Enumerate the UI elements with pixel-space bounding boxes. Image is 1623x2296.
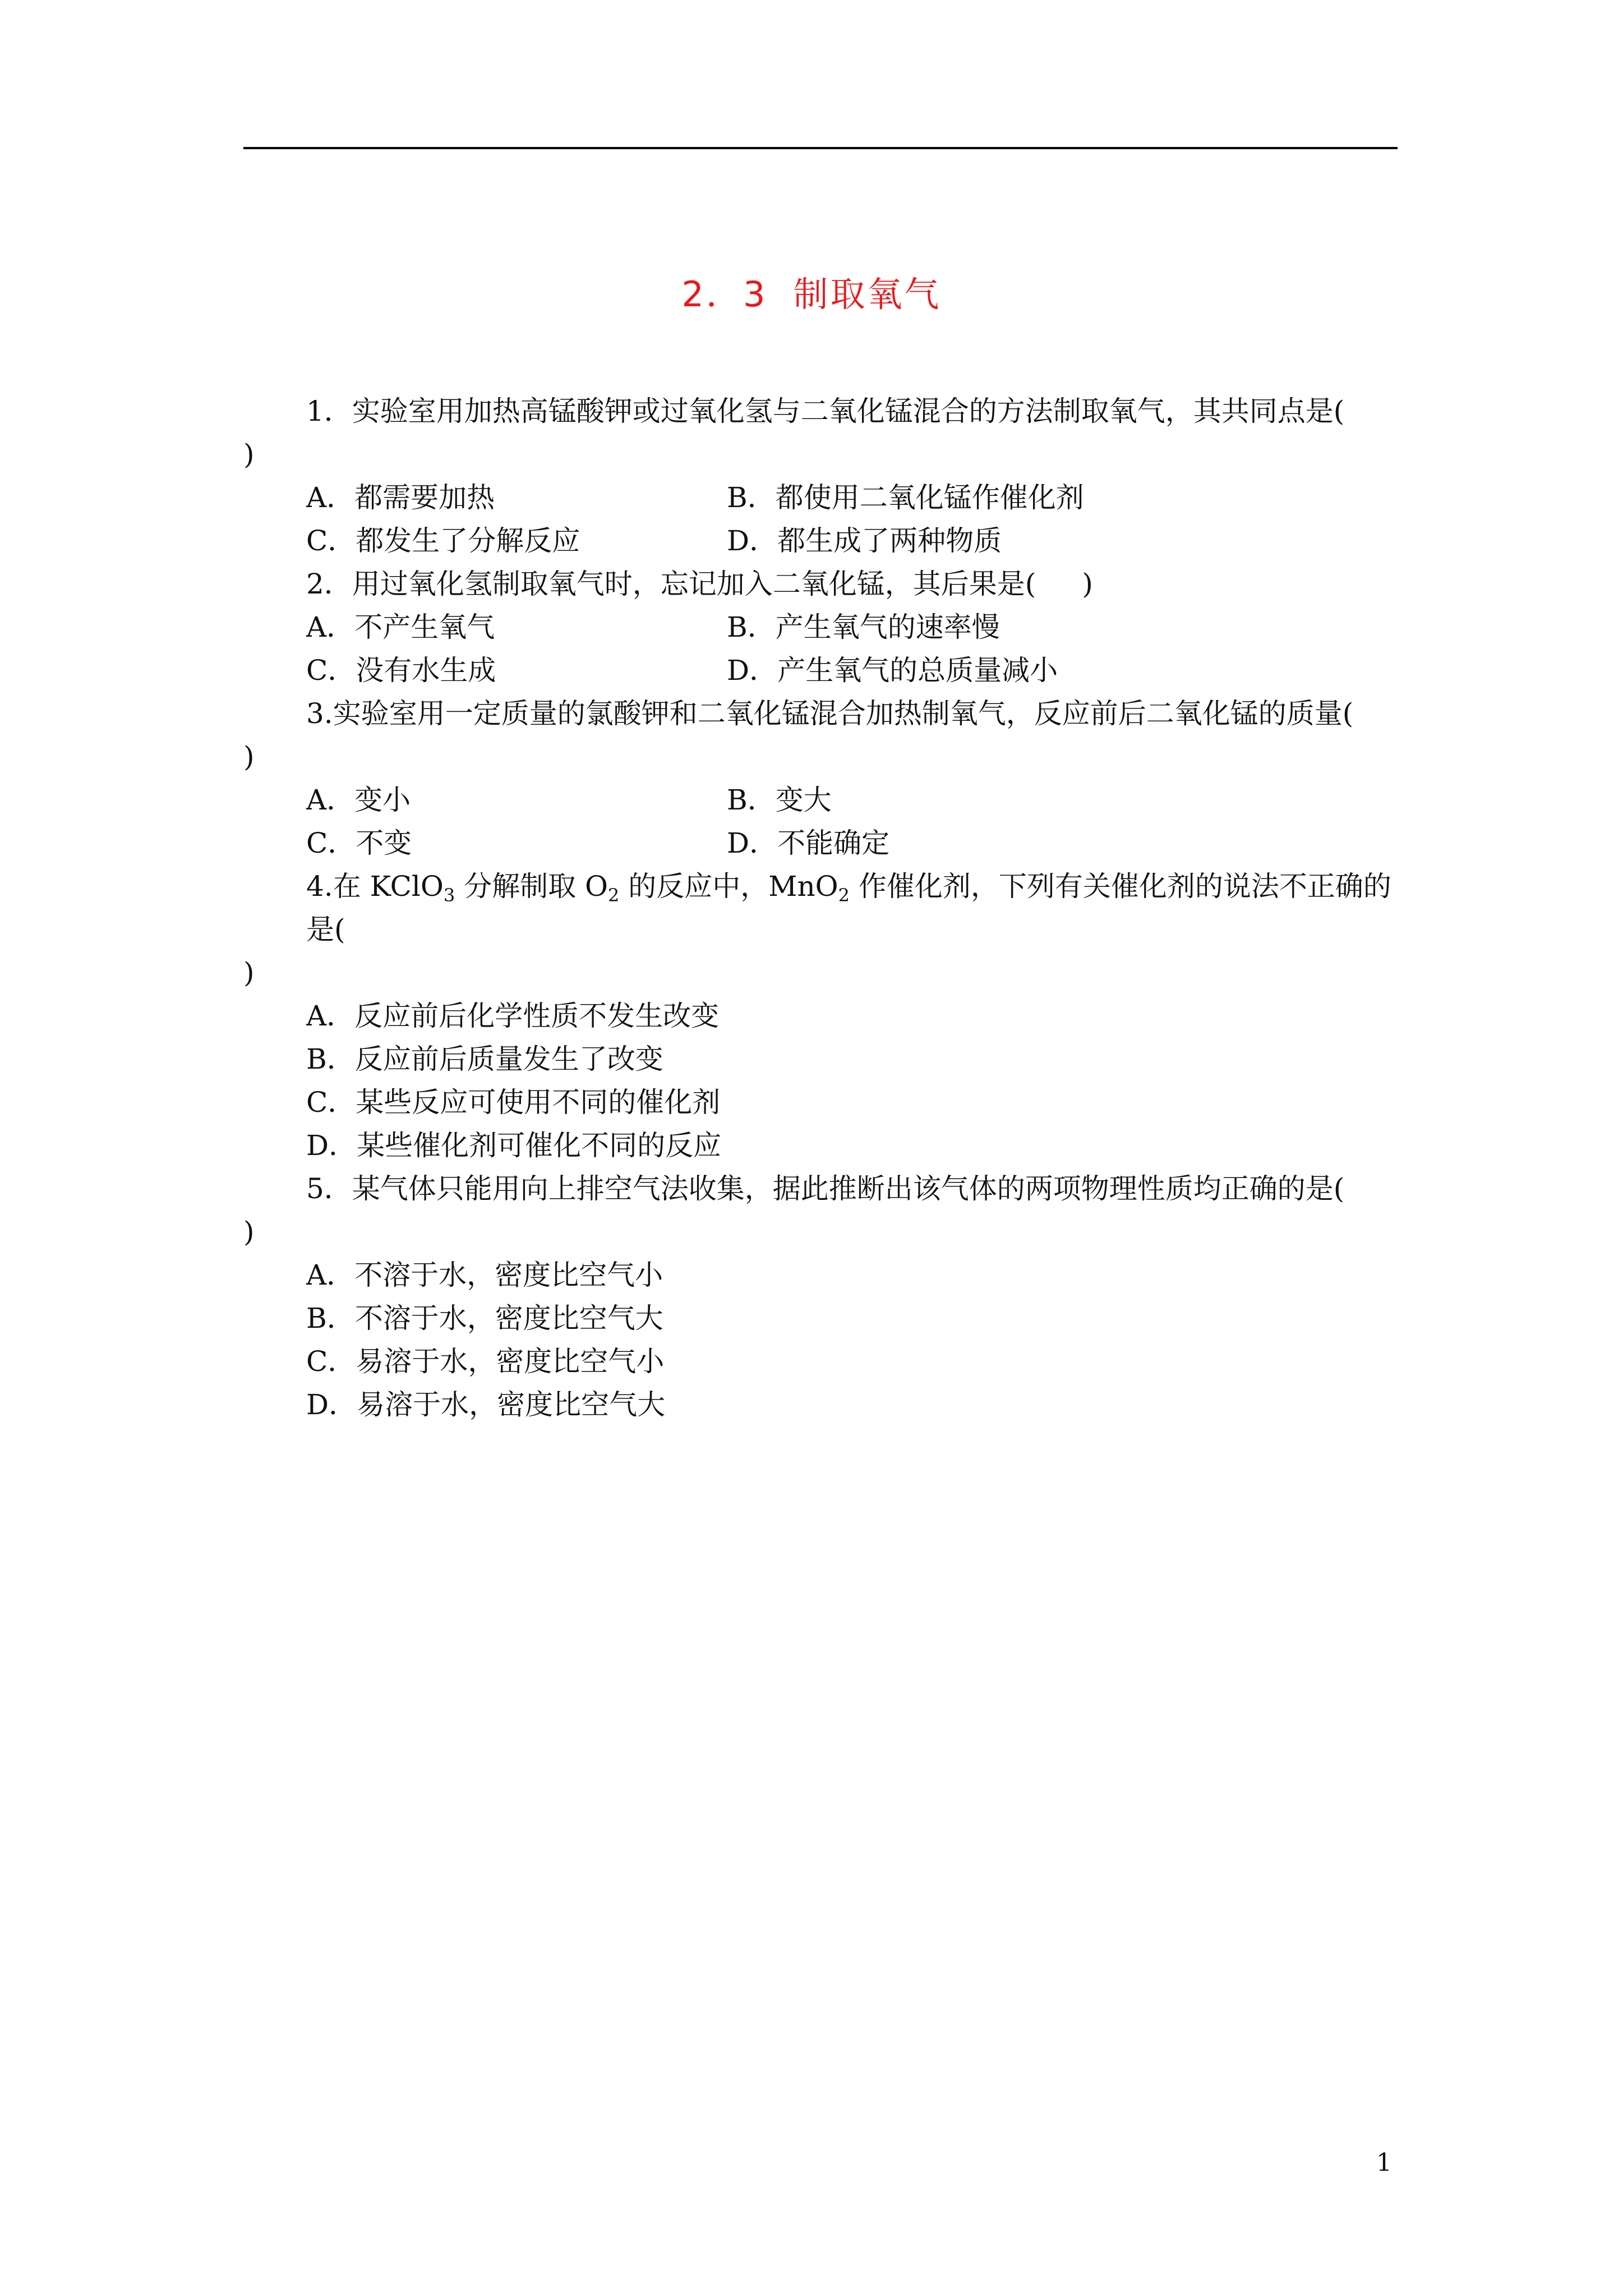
question-1-options-row-2 bbox=[243, 519, 1398, 563]
section-title: 制取氧气 bbox=[793, 274, 942, 315]
question-5 bbox=[243, 1167, 1398, 1427]
header-rule bbox=[243, 147, 1398, 149]
question-2-options-row-2 bbox=[243, 649, 1398, 692]
option-a: A．反应前后化学性质不发生改变 bbox=[306, 1000, 720, 1032]
question-list bbox=[243, 390, 1398, 1427]
option-d: D．易溶于水，密度比空气大 bbox=[306, 1388, 666, 1421]
option-b: B．反应前后质量发生了改变 bbox=[306, 1043, 663, 1075]
option-b: B．产生氧气的速率慢 bbox=[727, 611, 1000, 643]
question-3-stem: 3.实验室用一定质量的氯酸钾和二氧化锰混合加热制氧气，反应前后二氧化锰的质量( bbox=[306, 697, 1354, 730]
question-1 bbox=[243, 390, 1398, 563]
question-3-close: ) bbox=[243, 740, 255, 773]
question-4-close: ) bbox=[243, 956, 255, 989]
question-3 bbox=[243, 692, 1398, 865]
option-a: A．不产生氧气 bbox=[306, 611, 495, 643]
option-b: B．变大 bbox=[727, 784, 832, 816]
question-1-stem: 1．实验室用加热高锰酸钾或过氧化氢与二氧化锰混合的方法制取氧气，其共同点是( bbox=[306, 395, 1345, 427]
question-5-stem: 5．某气体只能用向上排空气法收集，据此推断出该气体的两项物理性质均正确的是( bbox=[306, 1172, 1345, 1205]
question-3-options-row-2 bbox=[243, 822, 1398, 865]
option-d: D．某些催化剂可催化不同的反应 bbox=[306, 1129, 722, 1162]
option-b: B．都使用二氧化锰作催化剂 bbox=[727, 481, 1084, 514]
page-title bbox=[0, 269, 1623, 320]
section-number: 2．3 bbox=[681, 274, 768, 315]
question-2 bbox=[243, 563, 1398, 692]
option-a: A．不溶于水，密度比空气小 bbox=[306, 1259, 663, 1291]
question-2-stem: 2．用过氧化氢制取氧气时，忘记加入二氧化锰，其后果是( ) bbox=[306, 568, 1093, 600]
option-c: C．易溶于水，密度比空气小 bbox=[306, 1345, 665, 1378]
question-5-close: ) bbox=[243, 1216, 255, 1248]
page-number: 1 bbox=[1376, 2148, 1392, 2177]
option-c: C．某些反应可使用不同的催化剂 bbox=[306, 1086, 721, 1119]
option-d: D．都生成了两种物质 bbox=[727, 524, 1002, 557]
option-d: D．不能确定 bbox=[727, 827, 890, 859]
question-4-stem: 4.在 KClO$_3$ 分解制取 $O_2$ 的反应中，MnO$_2$ 作催化剂，下列有关催化剂的说法不正确的是( bbox=[306, 870, 1391, 946]
option-c: C．都发生了分解反应 bbox=[306, 524, 580, 557]
question-2-options-row-1 bbox=[243, 606, 1398, 649]
option-a: A．变小 bbox=[306, 784, 411, 816]
option-c: C．没有水生成 bbox=[306, 654, 496, 687]
option-d: D．产生氧气的总质量减小 bbox=[727, 654, 1058, 687]
question-1-options-row-1 bbox=[243, 476, 1398, 519]
option-b: B．不溶于水，密度比空气大 bbox=[306, 1302, 663, 1335]
option-c: C．不变 bbox=[306, 827, 412, 859]
question-4 bbox=[243, 865, 1398, 1167]
question-3-options-row-1 bbox=[243, 779, 1398, 822]
option-a: A．都需要加热 bbox=[306, 481, 495, 514]
question-1-close: ) bbox=[243, 438, 255, 471]
